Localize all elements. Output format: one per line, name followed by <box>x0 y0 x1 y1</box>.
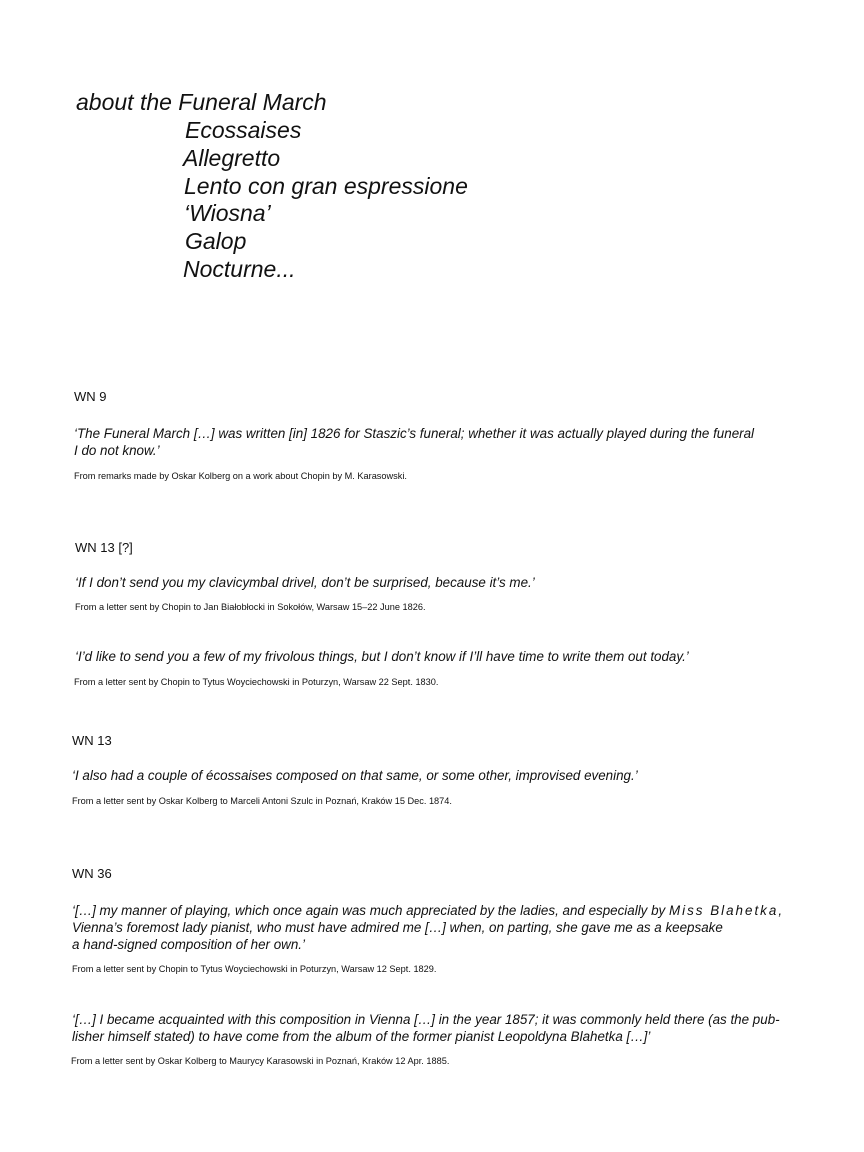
quote-line: Vienna’s foremost lady pianist, who must have admired me […] when, on parting, she gave me as a keepsake <box>72 920 723 935</box>
quote-frivolous-things <box>75 648 805 665</box>
source-citation: From remarks made by Oskar Kolberg on a work about Chopin by M. Karasowski. <box>74 471 407 481</box>
title-line-funeral-march: about the Funeral March <box>76 89 327 115</box>
source-citation: From a letter sent by Chopin to Tytus Woyciechowski in Poturzyn, Warsaw 12 Sept. 1829. <box>72 964 437 974</box>
title-line-galop: Galop <box>185 228 247 254</box>
section-heading-wn36: WN 36 <box>72 866 112 881</box>
section-heading-wn13: WN 13 <box>72 733 112 748</box>
quote-vienna-composition <box>72 1011 802 1045</box>
quote-line: a hand-signed composition of her own.’ <box>72 937 305 952</box>
source-citation: From a letter sent by Oskar Kolberg to Maurycy Karasowski in Poznań, Kraków 12 Apr. 1885. <box>71 1056 450 1066</box>
quote-line: ‘[…] I became acquainted with this composition in Vienna […] in the year 1857; it was commonly held there (as the pub- <box>72 1012 780 1027</box>
source-citation: From a letter sent by Oskar Kolberg to Marceli Antoni Szulc in Poznań, Kraków 15 Dec. 1874. <box>72 796 452 806</box>
quote-ecossaises <box>72 767 802 784</box>
quote-line: lisher himself stated) to have come from the album of the former pianist Leopoldyna Blahetka […]’ <box>72 1029 651 1044</box>
source-citation: From a letter sent by Chopin to Tytus Woyciechowski in Poturzyn, Warsaw 22 Sept. 1830. <box>74 677 439 687</box>
title-line-ecossaises: Ecossaises <box>185 117 302 143</box>
quote-line <box>72 902 802 919</box>
title-line-lento: Lento con gran espressione <box>184 173 468 199</box>
quote-funeral-march <box>74 425 804 459</box>
quote-text: ‘[…] my manner of playing, which once again was much appreciated by the ladies, and especially by <box>72 903 669 918</box>
source-citation: From a letter sent by Chopin to Jan Białobłocki in Sokołów, Warsaw 15–22 June 1826. <box>75 602 426 612</box>
title-line-allegretto: Allegretto <box>183 145 281 171</box>
quote-line: ‘I’d like to send you a few of my frivolous things, but I don’t know if I’ll have time to write them out today.’ <box>75 649 689 664</box>
quote-line: ‘If I don’t send you my clavicymbal drivel, don’t be surprised, because it’s me.’ <box>75 575 535 590</box>
title-line-wiosna: ‘Wiosna’ <box>184 200 271 226</box>
quote-miss-blahetka <box>72 902 802 953</box>
quote-name-spaced: Miss Blahetka <box>668 903 779 918</box>
quote-clavicymbal <box>75 574 805 591</box>
quote-line: I do not know.’ <box>74 443 160 458</box>
title-line-nocturne: Nocturne... <box>183 256 296 282</box>
section-heading-wn13-query: WN 13 [?] <box>75 540 133 555</box>
quote-line: ‘The Funeral March […] was written [in] 1826 for Staszic’s funeral; whether it was actually played during the funeral <box>74 426 755 441</box>
quote-text: , <box>778 903 783 918</box>
section-heading-wn9: WN 9 <box>74 389 107 404</box>
quote-line: ‘I also had a couple of écossaises composed on that same, or some other, improvised evening.’ <box>72 768 638 783</box>
